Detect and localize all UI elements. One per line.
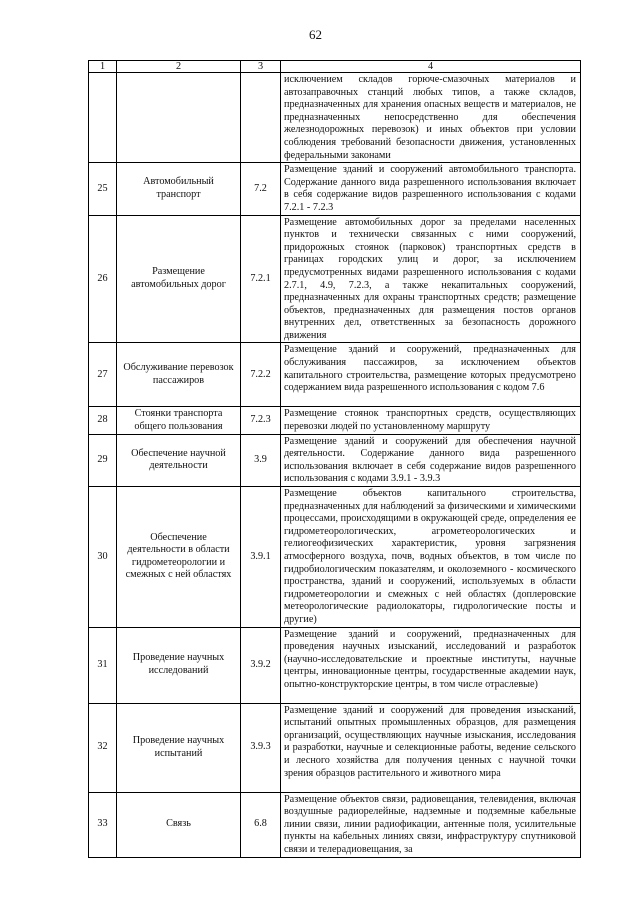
table-row xyxy=(89,215,581,343)
row-number xyxy=(89,73,117,163)
use-type-name: Стоянки транспорта общего пользования xyxy=(117,407,241,434)
table-row xyxy=(89,163,581,215)
table-row xyxy=(89,792,581,857)
use-type-code: 6.8 xyxy=(241,792,281,857)
use-type-name: Автомобильный транспорт xyxy=(117,163,241,215)
table-row xyxy=(89,434,581,486)
column-header-2: 2 xyxy=(117,61,241,73)
use-type-code: 7.2 xyxy=(241,163,281,215)
column-header-1: 1 xyxy=(89,61,117,73)
table-row xyxy=(89,343,581,407)
row-number: 33 xyxy=(89,792,117,857)
table-header-row xyxy=(89,61,581,73)
row-number: 28 xyxy=(89,407,117,434)
use-type-name: Размещение автомобильных дорог xyxy=(117,215,241,343)
use-type-code: 3.9.3 xyxy=(241,703,281,792)
use-type-name xyxy=(117,73,241,163)
table-row xyxy=(89,73,581,163)
row-number: 30 xyxy=(89,487,117,628)
use-type-code: 7.2.3 xyxy=(241,407,281,434)
column-header-4: 4 xyxy=(281,61,581,73)
use-type-description: Размещение стоянок транспортных средств, осуществляющих перевозки людей по установленному маршруту xyxy=(281,407,581,434)
table-row xyxy=(89,487,581,628)
use-type-name: Проведение научных испытаний xyxy=(117,703,241,792)
row-number: 32 xyxy=(89,703,117,792)
table-row xyxy=(89,627,581,703)
use-type-name: Проведение научных исследований xyxy=(117,627,241,703)
use-type-description: Размещение объектов связи, радиовещания, телевидения, включая воздушные радиорелейные, надземные и подземные кабельные линии связи, линии радиофикации, антенные поля, усилительные пункты на кабельных линиях связи, инфраструктуру спутниковой связи и телерадиовещания, за xyxy=(281,792,581,857)
use-type-name: Обеспечение деятельности в области гидрометеорологии и смежных с ней областях xyxy=(117,487,241,628)
use-type-name: Обеспечение научной деятельности xyxy=(117,434,241,486)
table-row xyxy=(89,703,581,792)
row-number: 31 xyxy=(89,627,117,703)
use-type-code: 3.9.2 xyxy=(241,627,281,703)
column-header-3: 3 xyxy=(241,61,281,73)
row-number: 27 xyxy=(89,343,117,407)
use-type-description: Размещение зданий и сооружений, предназначенных для проведения научных изысканий, исследований и разработок (научно-исследовательские и проектные институты, научные центры, инновационные центры, государственные академии наук, опытно-конструкторские центры, в том числе отраслевые) xyxy=(281,627,581,703)
use-type-code: 7.2.2 xyxy=(241,343,281,407)
table-row xyxy=(89,407,581,434)
use-type-description: Размещение автомобильных дорог за пределами населенных пунктов и технически связанных с ними сооружений, придорожных стоянок (парковок) транспортных средств в границах городских улиц и дорог, за исключением предусмотренных видами разрешенного использования с кодами 2.7.1, 4.9, 7.2.3, а также некапитальных сооружений, предназначенных для охраны транспортных средств; размещение объектов, предназначенных для размещения постов органов внутренних дел, ответственных за безопасность дорожного движения xyxy=(281,215,581,343)
land-use-table xyxy=(88,60,581,858)
use-type-description: Размещение зданий и сооружений, предназначенных для обслуживания пассажиров, за исключением объектов капитального строительства, размещение которых предусмотрено содержанием вида разрешенного использования с кодом 7.6 xyxy=(281,343,581,407)
use-type-description: Размещение зданий и сооружений для проведения изысканий, испытаний опытных промышленных образцов, для размещения организаций, осуществляющих научные изыскания, исследования и разработки, научные и селекционные работы, ведение сельского и лесного хозяйства для получения ценных с научной точки зрения образцов растительного и животного мира xyxy=(281,703,581,792)
row-number: 25 xyxy=(89,163,117,215)
use-type-name: Связь xyxy=(117,792,241,857)
row-number: 29 xyxy=(89,434,117,486)
use-type-code: 3.9 xyxy=(241,434,281,486)
use-type-code: 7.2.1 xyxy=(241,215,281,343)
use-type-code: 3.9.1 xyxy=(241,487,281,628)
use-type-description: Размещение зданий и сооружений для обеспечения научной деятельности. Содержание данного вида разрешенного использования включает в себя содержание видов разрешенного использования с кодами 3.9.1 - 3.9.3 xyxy=(281,434,581,486)
row-number: 26 xyxy=(89,215,117,343)
use-type-name: Обслуживание перевозок пассажиров xyxy=(117,343,241,407)
use-type-description: Размещение зданий и сооружений автомобильного транспорта. Содержание данного вида разрешенного использования включает в себя содержание видов разрешенного использования с кодами 7.2.1 - 7.2.3 xyxy=(281,163,581,215)
use-type-code xyxy=(241,73,281,163)
page-number: 62 xyxy=(309,27,322,42)
use-type-description: исключением складов горюче-смазочных материалов и автозаправочных станций любых типов, а также складов, предназначенных для хранения опасных веществ и материалов, не предназначенных непосредственно для обеспечения железнодорожных перевозок) и иных объектов при условии соблюдения требований безопасности движения, установленных федеральными законами xyxy=(281,73,581,163)
use-type-description: Размещение объектов капитального строительства, предназначенных для наблюдений за физическими и химическими процессами, происходящими в окружающей среде, определения ее гидрометеорологических, агрометеорологических и гелиогеофизических характеристик, уровня загрязнения атмосферного воздуха, почв, водных объектов, в том числе по гидробиологическим показателям, и околоземного - космического пространства, зданий и сооружений, используемых в области гидрометеорологии и смежных с ней областях (доплеровские метеорологические радиолокаторы, гидрологические посты и другие) xyxy=(281,487,581,628)
